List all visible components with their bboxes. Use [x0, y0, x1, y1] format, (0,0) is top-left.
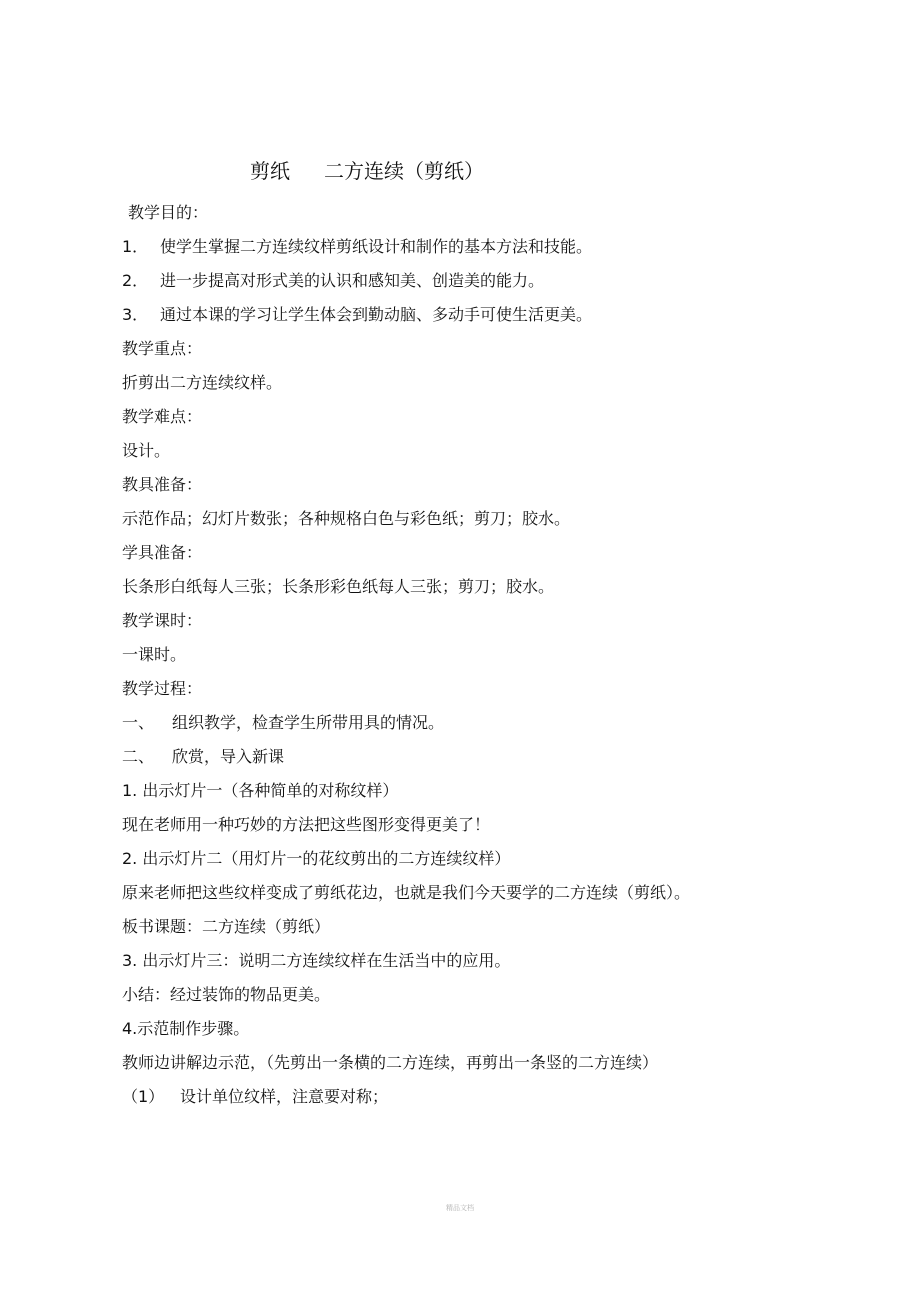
objective-2-number: 2．	[122, 271, 149, 290]
page-footer-watermark: 精品文档	[446, 1204, 474, 1212]
process-heading: 教学过程：	[122, 679, 203, 698]
document-title	[250, 156, 484, 186]
process-step-2	[122, 745, 284, 769]
focus-heading: 教学重点：	[122, 339, 203, 358]
objective-1-text: 使学生掌握二方连续纹样剪纸设计和制作的基本方法和技能。	[160, 237, 593, 256]
objective-item-1	[122, 235, 592, 259]
sub-step-1-text: 设计单位纹样，注意要对称；	[180, 1087, 389, 1106]
title-part-1: 剪纸	[250, 159, 290, 183]
slide-1-line: 1. 出示灯片一（各种简单的对称纹样）	[122, 781, 399, 800]
student-tools-text: 长条形白纸每人三张；长条形彩色纸每人三张；剪刀；胶水。	[122, 577, 555, 596]
focus-text: 折剪出二方连续纹样。	[122, 373, 283, 392]
sub-step-1	[122, 1085, 388, 1109]
objective-2-text: 进一步提高对形式美的认识和感知美、创造美的能力。	[160, 271, 545, 290]
objective-1-number: 1．	[122, 237, 149, 256]
objective-3-number: 3．	[122, 305, 149, 324]
slide-1-note: 现在老师用一种巧妙的方法把这些图形变得更美了！	[122, 815, 491, 834]
student-tools-heading: 学具准备：	[122, 543, 203, 562]
slide-3-line: 3. 出示灯片三：说明二方连续纹样在生活当中的应用。	[122, 951, 511, 970]
sub-step-1-number: （1）	[122, 1087, 165, 1106]
teacher-tools-text: 示范作品；幻灯片数张；各种规格白色与彩色纸；剪刀；胶水。	[122, 509, 571, 528]
process-step-1-text: 组织教学，检查学生所带用具的情况。	[172, 713, 445, 732]
hours-text: 一课时。	[122, 645, 187, 664]
slide-2-line: 2. 出示灯片二（用灯片一的花纹剪出的二方连续纹样）	[122, 849, 511, 868]
process-step-2-number: 二、	[122, 747, 155, 766]
hours-heading: 教学课时：	[122, 611, 203, 630]
difficulty-text: 设计。	[122, 441, 171, 460]
demo-description: 教师边讲解边示范，（先剪出一条横的二方连续，再剪出一条竖的二方连续）	[122, 1053, 659, 1072]
board-title-line: 板书课题：二方连续（剪纸）	[122, 917, 331, 936]
slide-2-note: 原来老师把这些纹样变成了剪纸花边，也就是我们今天要学的二方连续（剪纸）。	[122, 883, 691, 902]
process-step-2-text: 欣赏，导入新课	[172, 747, 285, 766]
summary-line: 小结：经过装饰的物品更美。	[122, 985, 331, 1004]
objective-heading: 教学目的：	[128, 203, 209, 222]
process-step-1-number: 一、	[122, 713, 155, 732]
process-step-1	[122, 711, 444, 735]
demo-steps-heading: 4.示范制作步骤。	[122, 1019, 250, 1038]
objective-item-2	[122, 269, 544, 293]
objective-item-3	[122, 303, 592, 327]
difficulty-heading: 教学难点：	[122, 407, 203, 426]
teacher-tools-heading: 教具准备：	[122, 475, 203, 494]
objective-3-text: 通过本课的学习让学生体会到勤动脑、多动手可使生活更美。	[160, 305, 593, 324]
title-part-2: 二方连续（剪纸）	[324, 159, 484, 183]
